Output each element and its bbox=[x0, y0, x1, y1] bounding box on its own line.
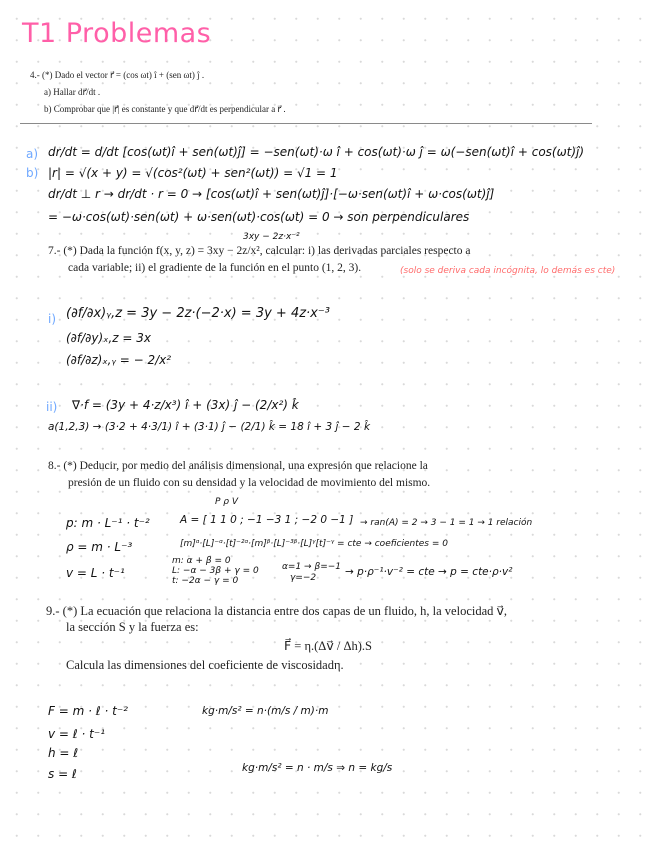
note-7-line-ii1: ∇·f = (3y + 4·z/x³) î + (3x) ĵ − (2/x²) k̂ bbox=[72, 398, 299, 412]
note-8-system-l: L: −α − 3β + γ = 0 bbox=[172, 566, 259, 576]
problem-4-statement: 4.- (*) Dado el vector r⃗ = (cos ωt) î + (sen ωt) ĵ . bbox=[30, 70, 205, 80]
note-8-system-m: m: α + β = 0 bbox=[172, 556, 231, 566]
note-8-matrix: A = [ 1 1 0 ; −1 −3 1 ; −2 0 −1 ] bbox=[180, 514, 354, 526]
problem-9-statement-1: 9.- (*) La ecuación que relaciona la distancia entre dos capas de un fluido, h, la velocidad v⃗, bbox=[46, 604, 508, 618]
note-7-label-i: i) bbox=[48, 312, 57, 326]
note-8-equation: [m]ᵅ·[L]⁻ᵅ·[t]⁻²ᵅ·[m]ᵝ·[L]⁻³ᵝ·[L]ᵞ[t]⁻ᵞ = cte → coeficientes = 0 bbox=[180, 539, 448, 549]
note-7-line-i1: (∂f/∂x)ᵧ,z = 3y − 2z·(−2·x) = 3y + 4z·x⁻³ bbox=[66, 306, 330, 321]
note-8-line-p: p: m · L⁻¹ · t⁻² bbox=[66, 516, 150, 530]
problem-8-statement-2: presión de un fluido con su densidad y la velocidad de movimiento del mismo. bbox=[68, 477, 431, 489]
problem-8-statement-1: 8.- (*) Deducir, por medio del análisis dimensional, una expresión que relacione la bbox=[48, 460, 428, 472]
note-7-label-ii: ii) bbox=[46, 400, 58, 414]
note-4-line-b2: dr/dt ⊥ r → dr/dt · r = 0 → [cos(ωt)î + sen(ωt)ĵ]·[−ω·sen(ωt)î + ω·cos(ωt)ĵ] bbox=[48, 187, 495, 201]
note-9-equation-1: kg·m/s² = n·(m/s / m)·m bbox=[202, 705, 329, 717]
note-7-line-i2: (∂f/∂y)ₓ,z = 3x bbox=[66, 331, 152, 345]
problem-9-statement-2: la sección S y la fuerza es: bbox=[66, 620, 199, 634]
note-8-system-t: t: −2α − γ = 0 bbox=[172, 576, 239, 586]
note-7-line-i3: (∂f/∂z)ₓ,ᵧ = − 2/x² bbox=[66, 353, 172, 367]
problem-4-part-b: b) Comprobar que |r⃗| es constante y que dr⃗/dt es perpendicular a r⃗ . bbox=[44, 104, 286, 114]
note-9-line-f: F = m · ℓ · t⁻² bbox=[48, 704, 128, 718]
note-9-equation-2: kg·m/s² = n · m/s ⇒ n = kg/s bbox=[242, 762, 393, 774]
note-4-label-a: a) bbox=[26, 147, 39, 161]
note-8-rank: → ran(A) = 2 → 3 − 1 = 1 → 1 relación bbox=[360, 518, 533, 528]
note-4-line-b1: |r| = √(x + y) = √(cos²(ωt) + sen²(ωt)) = √1 = 1 bbox=[48, 166, 338, 180]
problem-4-part-a: a) Hallar dr⃗/dt . bbox=[44, 87, 101, 97]
section-divider bbox=[20, 123, 592, 124]
note-8-line-rho: ρ = m · L⁻³ bbox=[66, 540, 133, 554]
note-8-matrix-header: P ρ V bbox=[215, 497, 239, 507]
problem-7-statement-2: cada variable; ii) el gradiente de la función en el punto (1, 2, 3). bbox=[68, 262, 362, 274]
note-8-line-v: v = L · t⁻¹ bbox=[66, 566, 125, 580]
note-9-line-v: v = ℓ · t⁻¹ bbox=[48, 727, 106, 741]
problem-7-side-note: (solo se deriva cada incógnita, lo demás es cte) bbox=[400, 266, 616, 276]
problem-7-annotation: 3xy − 2z·x⁻² bbox=[243, 232, 300, 242]
note-4-line-b3: = −ω·cos(ωt)·sen(ωt) + ω·sen(ωt)·cos(ωt) = 0 → son perpendiculares bbox=[48, 210, 470, 224]
note-4-line-a: dr/dt = d/dt [cos(ωt)î + sen(ωt)ĵ] = −sen(ωt)·ω î + cos(ωt)·ω ĵ = ω(−sen(ωt)î + cos(ωt)ĵ) bbox=[48, 145, 585, 159]
note-8-solution-1: α=1 → β=−1 bbox=[282, 562, 342, 572]
note-8-result: → p·ρ⁻¹·v⁻² = cte → p = cte·ρ·v² bbox=[345, 566, 513, 578]
problem-9-question: Calcula las dimensiones del coeficiente de viscosidadη. bbox=[66, 658, 344, 672]
note-9-line-s: s = ℓ bbox=[48, 767, 77, 781]
note-7-line-ii2: a(1,2,3) → (3·2 + 4·3/1) î + (3·1) ĵ − (2/1) k̂ = 18 î + 3 ĵ − 2 k̂ bbox=[48, 421, 371, 433]
page-title: T1 Problemas bbox=[22, 18, 212, 49]
note-8-solution-2: γ=−2 bbox=[290, 573, 317, 583]
note-9-line-h: h = ℓ bbox=[48, 746, 79, 760]
note-4-label-b: b) bbox=[26, 166, 39, 180]
problem-7-statement-1: 7.- (*) Dada la función f(x, y, z) = 3xy − 2z/x², calcular: i) las derivadas parciales respecto a bbox=[48, 245, 471, 257]
problem-9-formula: F⃗ = η.(Δv⃗ / Δh).S bbox=[283, 639, 372, 653]
